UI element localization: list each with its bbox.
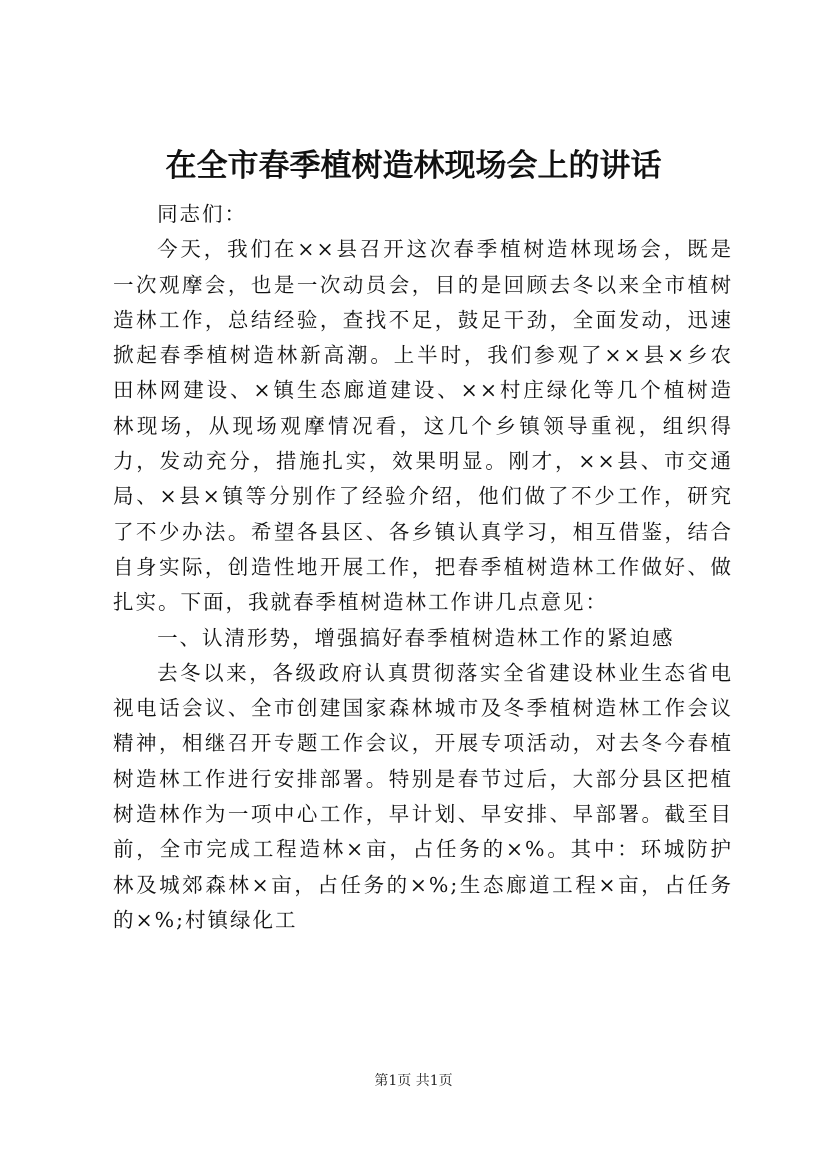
section-heading: 一、认清形势，增强搞好春季植树造林工作的紧迫感 [157,625,675,650]
body-paragraph: 去冬以来，各级政府认真贯彻落实全省建设林业生态省电视电话会议、全市创建国家森林城市及冬季植树造林工作会议精神，相继召开专题工作会议，开展专项活动，对去冬今春植树造林工作进行安排部署。特别是春节过后，大部分县区把植树造林作为一项中心工作，早计划、早安排、早部署。截至目前，全市完成工程造林×亩，占任务的×%。其中：环城防护林及城郊森林×亩，占任务的×%;生态廊道工程×亩，占任务的×%;村镇绿化工 [113,660,733,932]
salutation-paragraph: 同志们： [157,202,248,226]
page-number-footer: 第1页 共1页 [374,1073,453,1089]
body-paragraph: 今天，我们在××县召开这次春季植树造林现场会，既是一次观摩会，也是一次动员会，目的是回顾去冬以来全市植树造林工作，总结经验，查找不足，鼓足干劲，全面发动，迅速掀起春季植树造林新高潮。上半时，我们参观了××县×乡农田林网建设、×镇生态廊道建设、××村庄绿化等几个植树造林现场，从现场观摩情况看，这几个乡镇领导重视，组织得力，发动充分，措施扎实，效果明显。刚才，××县、市交通局、×县×镇等分别作了经验介绍，他们做了不少工作，研究了不少办法。希望各县区、各乡镇认真学习，相互借鉴，结合自身实际，创造性地开展工作，把春季植树造林工作做好、做扎实。下面，我就春季植树造林工作讲几点意见： [113,237,733,615]
document-title: 在全市春季植树造林现场会上的讲话 [165,148,662,184]
document-body [113,197,733,938]
